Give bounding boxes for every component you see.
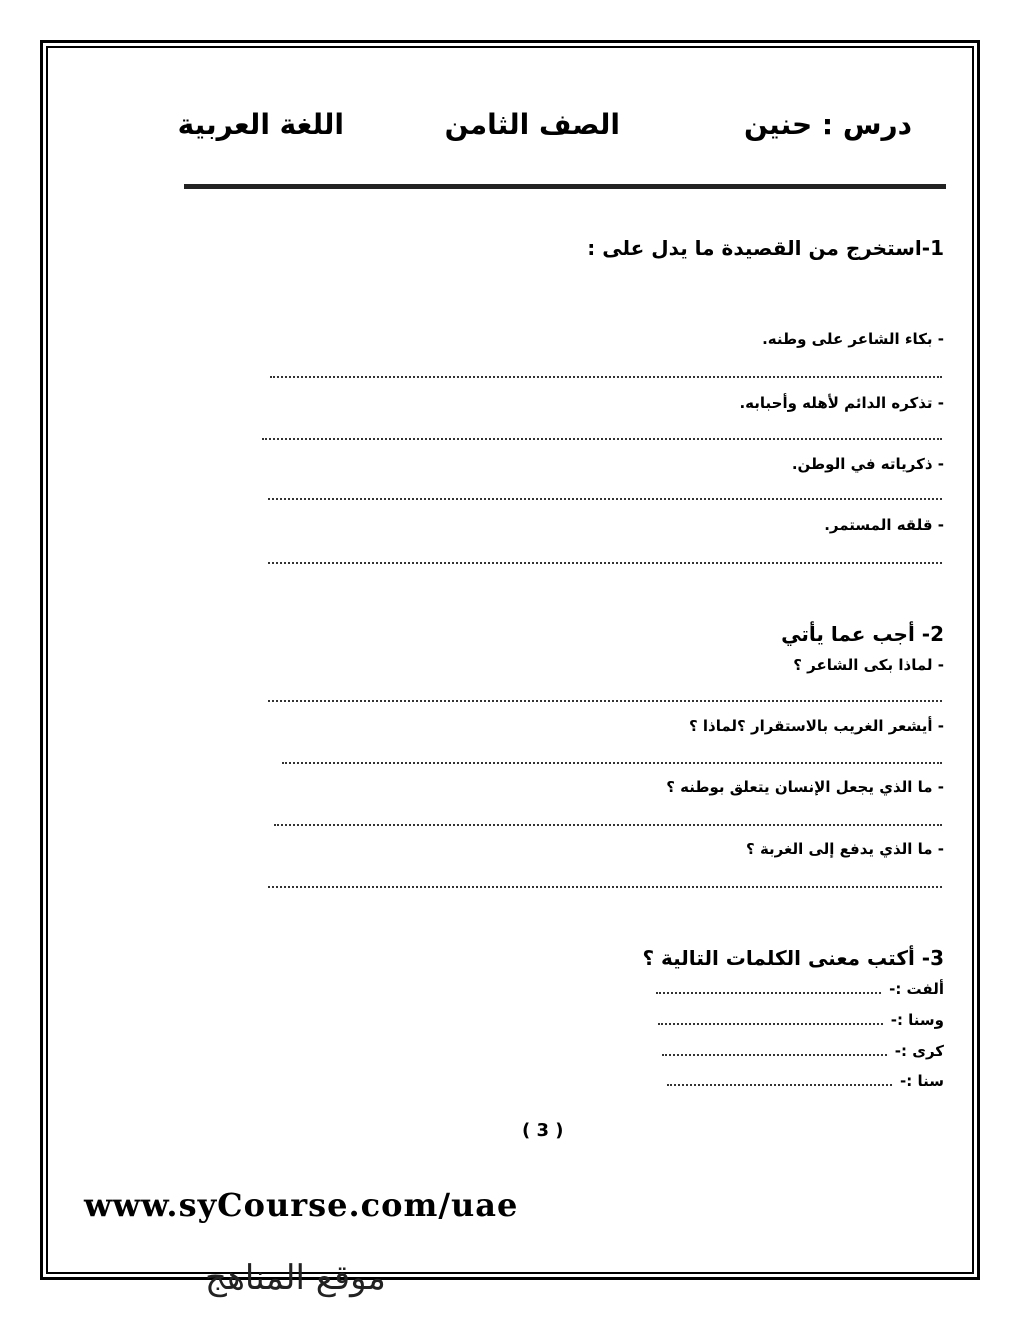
question-1-title: 1-استخرج من القصيدة ما يدل على : bbox=[587, 236, 944, 260]
vocab-label: ألفت :- bbox=[889, 980, 944, 998]
grade-label: الصف الثامن bbox=[444, 108, 620, 141]
vocab-answer-line bbox=[667, 1083, 892, 1086]
vocab-word-2 bbox=[658, 1011, 944, 1029]
vocab-word-3 bbox=[662, 1042, 944, 1060]
answer-line bbox=[262, 438, 942, 440]
question-2-title: 2- أجب عما يأتي bbox=[781, 622, 944, 646]
q2-item-2: - أيشعر الغريب بالاستقرار ؟لماذا ؟ bbox=[688, 717, 944, 735]
vocab-answer-line bbox=[658, 1022, 883, 1025]
header-divider bbox=[184, 184, 946, 189]
answer-line bbox=[268, 562, 942, 564]
page-number: ( 3 ) bbox=[522, 1120, 564, 1141]
vocab-word-1 bbox=[656, 980, 944, 998]
question-3-title: 3- أكتب معنى الكلمات التالية ؟ bbox=[642, 946, 944, 970]
q1-item-3: - ذكرياته في الوطن. bbox=[791, 455, 944, 473]
q2-item-3: - ما الذي يجعل الإنسان يتعلق بوطنه ؟ bbox=[666, 778, 944, 796]
answer-line bbox=[282, 762, 942, 764]
answer-line bbox=[268, 700, 942, 702]
vocab-word-4 bbox=[667, 1072, 944, 1090]
vocab-answer-line bbox=[656, 991, 881, 994]
footer-url: www.syCourse.com/uae bbox=[84, 1186, 519, 1224]
q1-item-4: - قلقه المستمر. bbox=[824, 516, 944, 534]
subject-label: اللغة العربية bbox=[177, 108, 344, 141]
watermark: موقع المناهج bbox=[205, 1258, 386, 1298]
q1-item-1: - بكاء الشاعر على وطنه. bbox=[762, 330, 944, 348]
q2-item-4: - ما الذي يدفع إلى الغربة ؟ bbox=[746, 840, 944, 858]
answer-line bbox=[268, 886, 942, 888]
vocab-answer-line bbox=[662, 1053, 887, 1056]
vocab-label: وسنا :- bbox=[890, 1011, 944, 1029]
q1-item-2: - تذكره الدائم لأهله وأحبابه. bbox=[739, 394, 944, 412]
answer-line bbox=[268, 498, 942, 500]
answer-line bbox=[270, 376, 942, 378]
vocab-label: سنا :- bbox=[900, 1072, 944, 1090]
q2-item-1: - لماذا بكى الشاعر ؟ bbox=[793, 656, 944, 674]
answer-line bbox=[274, 824, 942, 826]
lesson-title: درس : حنين bbox=[743, 108, 912, 141]
vocab-label: كرى :- bbox=[894, 1042, 944, 1060]
